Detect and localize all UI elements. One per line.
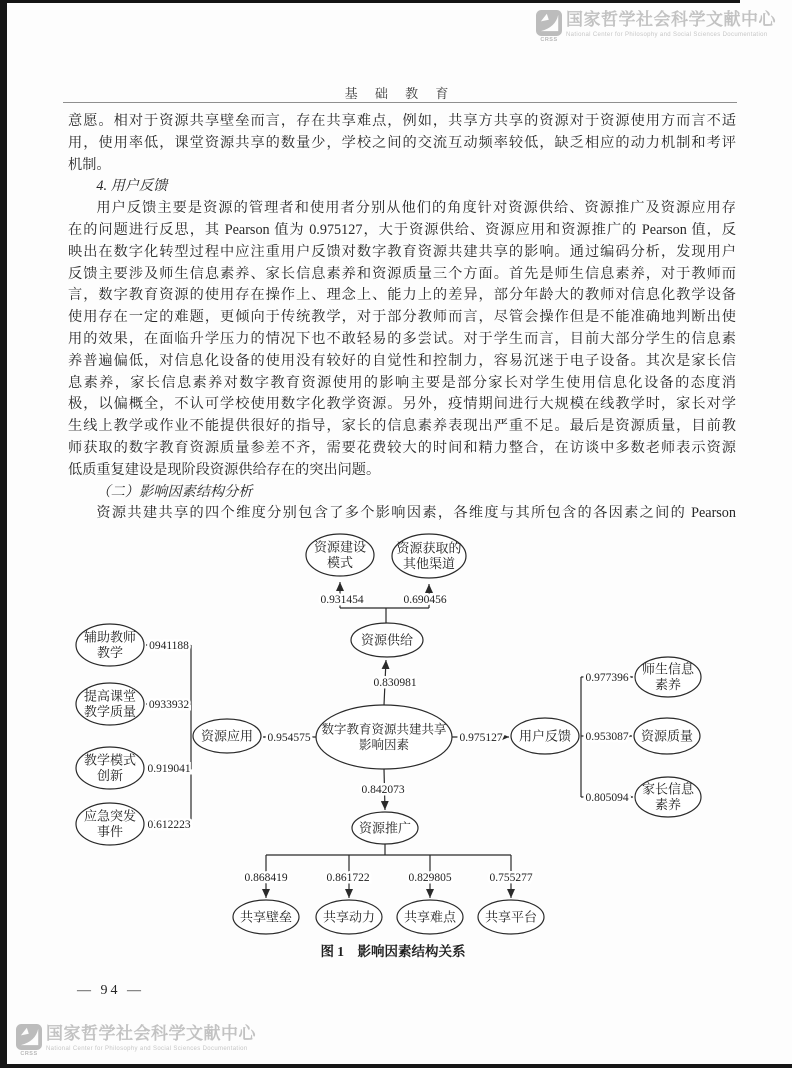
pearson-value-label: 0.953087 [585, 731, 629, 743]
body-text-line: 极，以偏概全，不认可学校使用数字化教学资源。另外，疫情期间进行大规模在线教学时，家长对学 [68, 396, 736, 413]
diagram-node-label-resource-promotion: 资源推广 [358, 820, 412, 836]
body-text-line: 养普遍偏低，对信息化设备的使用没有较好的自觉性和控制力，容易沉迷于电子设备。其次是家长信 [68, 352, 736, 369]
pearson-value-label: 0.868419 [244, 872, 288, 884]
diagram-node-label-construction-mode: 资源建设模式 [313, 539, 367, 570]
pearson-value-label: 0.829805 [408, 872, 452, 884]
diagram-node-main-factor [316, 705, 452, 769]
body-text-line: 师获取的数字教育资源质量参差不齐，需要花费较大的时间和精力整合，在访谈中多数老师表示资源 [68, 439, 736, 456]
diagram-node-label-sharing-platform: 共享平台 [484, 909, 538, 925]
diagram-node-label-improve-quality: 提高课堂教学质量 [83, 688, 137, 719]
diagram-node-label-other-channels: 资源获取的其他渠道 [396, 540, 462, 571]
ncpssd-logo-icon [16, 1024, 42, 1057]
body-text-line: 资源共建共享的四个维度分别包含了多个影响因素，各维度与其所包含的各因素之间的 Pearson [96, 505, 736, 522]
diagram-node-label-resource-application: 资源应用 [200, 728, 254, 744]
diagram-node-label-mode-innovation: 教学模式创新 [83, 752, 137, 783]
ncpssd-watermark-bottom [16, 1024, 256, 1057]
diagram-node-label-resource-quality: 资源质量 [640, 728, 694, 744]
logo-name-cn: 国家哲学社会科学文献中心 [566, 10, 776, 29]
pearson-value-label: 0.755277 [489, 872, 533, 884]
body-text-line: 用，使用率低，课堂资源共享的数量少，学校之间的交流互动频率较低，缺乏相应的动力机制和考评 [68, 134, 736, 151]
logo-name-cn: 国家哲学社会科学文献中心 [46, 1024, 256, 1043]
pearson-value-label: 0.805094 [585, 792, 629, 804]
pearson-value-label: 0.931454 [320, 594, 364, 606]
pearson-value-label: 0.690456 [403, 594, 447, 606]
logo-abbr: CRSS [540, 37, 558, 43]
pearson-value-label: 0.612223 [147, 819, 191, 831]
body-text-line: 在的问题进行反思，其 Pearson 值为 0.975127，大于资源供给、资源应用和资源推广的 Pearson 值，反 [68, 221, 736, 238]
diagram-node-label-user-feedback: 用户反馈 [518, 728, 572, 744]
running-title: 基 础 教 育 [344, 86, 456, 101]
logo-abbr: CRSS [20, 1051, 38, 1057]
pearson-value-label: 0.861722 [326, 872, 370, 884]
body-text-line: 机制。 [68, 156, 111, 173]
figure-caption: 图 1 影响因素结构关系 [320, 944, 466, 959]
page-number: — 94 — [77, 983, 144, 998]
pearson-value-label: 0.954575 [267, 732, 311, 744]
body-text-line: 使用存在一定的难题，更倾向于传统教学，对于部分教师而言，尽管会操作但是不能准确地判断出使 [68, 309, 736, 326]
body-text-line: 低质重复建设是现阶段资源供给存在的突出问题。 [68, 461, 381, 478]
section-heading: 4. 用户反馈 [96, 178, 168, 195]
pearson-value-label: 0.842073 [361, 784, 405, 796]
diagram-node-label-sharing-difficulty: 共享难点 [403, 909, 457, 925]
pearson-value-label: 0941188 [149, 640, 189, 652]
diagram-node-label-sharing-barrier: 共享壁垒 [239, 909, 293, 925]
body-text-line: 映出在数字化转型过程中应注重用户反馈对数字教育资源共建共享的影响。通过编码分析，发现用户 [68, 243, 736, 260]
pearson-value-label: 0.919041 [147, 763, 191, 775]
body-text-line: 言，数字教育资源的使用存在操作上、理念上、能力上的差异，部分年龄大的教师对信息化教学设备 [68, 287, 736, 304]
pearson-value-label: 0933932 [148, 699, 190, 711]
body-text-line: 息素养，家长信息素养对数字教育资源使用的影响主要是部分家长对学生使用信息化设备的态度消 [68, 374, 736, 391]
diagram-node-label-teacher-student-literacy: 师生信息素养 [641, 661, 695, 692]
logo-name-en: National Center for Philosophy and Social Sciences Documentation [566, 32, 768, 38]
section-heading: （二）影响因素结构分析 [96, 483, 253, 500]
diagram-node-label-assist-teaching: 辅助教师教学 [83, 629, 137, 660]
body-text-line: 生线上教学或作业不能提供很好的指导，家长的信息素养表现出严重不足。最后是资源质量，目前教 [68, 418, 736, 435]
body-text-line: 用户反馈主要是资源的管理者和使用者分别从他们的角度针对资源供给、资源推广及资源应用存 [96, 200, 736, 217]
diagram-node-label-resource-supply: 资源供给 [360, 632, 414, 648]
pearson-value-label: 0.830981 [373, 677, 417, 689]
body-text-line: 用的效果，在面临升学压力的情况下也不敢轻易的多尝试。对于学生而言，目前大部分学生的信息素 [68, 330, 736, 347]
body-text-line: 反馈主要涉及师生信息素养、家长信息素养和资源质量三个方面。首先是师生信息素养，对于教师而 [68, 265, 736, 282]
logo-name-en: National Center for Philosophy and Social Sciences Documentation [46, 1046, 248, 1052]
diagram-node-label-main-factor: 数字教育资源共建共享影响因素 [321, 722, 447, 752]
body-text-line: 意愿。相对于资源共享壁垒而言，存在共享难点，例如，共享方共享的资源对于资源使用方而言不适 [68, 113, 736, 129]
diagram-node-label-emergency-events: 应急突发事件 [83, 808, 137, 839]
diagram-node-label-sharing-motivation: 共享动力 [322, 909, 376, 925]
pearson-value-label: 0.977396 [585, 672, 629, 684]
pearson-value-label: 0.975127 [459, 732, 503, 744]
diagram-node-label-parent-literacy: 家长信息素养 [641, 781, 695, 812]
